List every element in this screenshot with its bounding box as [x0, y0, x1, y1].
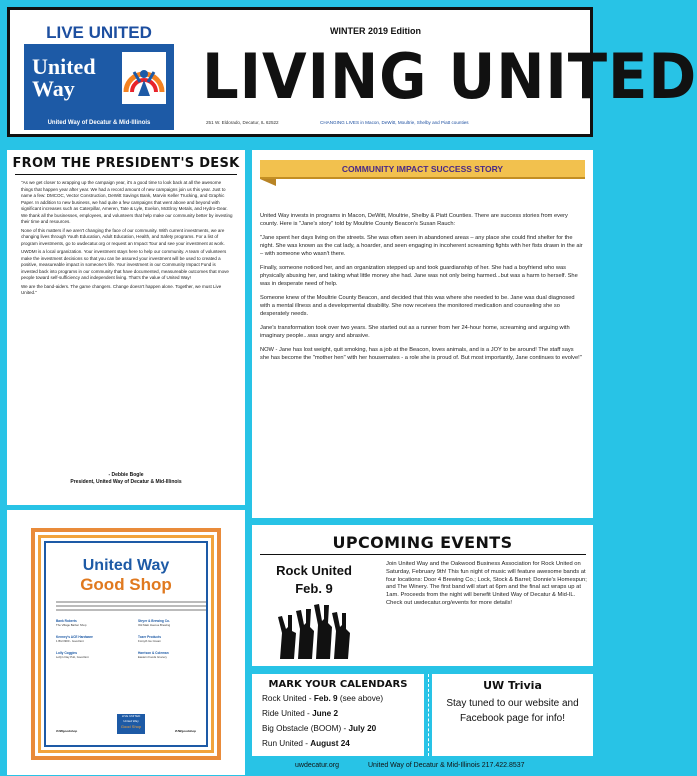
address-text: 251 W. Eldorado, Decatur, IL 62522 [206, 120, 279, 125]
rock-united-name: Rock United [276, 563, 352, 578]
hand-rainbow-icon [122, 52, 166, 104]
story-body [260, 212, 584, 368]
divider [15, 174, 237, 175]
edition-label: WINTER 2019 Edition [330, 26, 422, 36]
presidents-desk-panel [7, 150, 245, 505]
calendar-item: Rock United - Feb. 9 (see above) [262, 694, 384, 703]
footer-org-contact: United Way of Decatur & Mid-Illinois 217.422.8537 [368, 762, 525, 769]
rock-united-date: Feb. 9 [295, 581, 333, 596]
letter-paragraph: None of this matters if we aren't changing the face of our community. With current investments, we are changing lives through Youth Education, Adult Education, Health, and Safety programs. For a list of program investments, go to uwdecatur.org or request an Impact Tour and see your investment at work. [21, 227, 225, 246]
story-paragraph: Someone knew of the Moultrie County Beacon, and decided that this was where she needed to be. Jane was dual diagnosed with a mental illness and a developmental disability. She now receives the monitored medication and counseling she so desperately needs. [260, 295, 575, 317]
signature-name: - Debbie Bogle [108, 472, 144, 478]
header-tagline: CHANGING LIVES in Macon, DeWitt, Moultrie, Shelby and Piatt counties [320, 120, 469, 125]
letter-paragraph: We are the band-aiders. The game changers. Change doesn't happen alone. Together, we must Live United." [21, 283, 222, 295]
good-shop-title: United Way [82, 557, 170, 574]
story-paragraph: Jane's transformation took over two years. She started out as a runner from her 24-hour home, screaming and arguing with imaginary people...was angry and abrasive. [260, 325, 570, 339]
story-paragraph: United Way invests in programs in Macon, DeWitt, Moultrie, Shelby & Piatt Counties. There are success stories from every county. Here is "Jane's story" told by Moultrie County Beacon's Susan Rauch: [260, 213, 568, 227]
business-entry: Bank Roberts The Village Barber Shop [56, 619, 87, 627]
calendar-item: Ride United - June 2 [262, 709, 339, 718]
business-entry: Kenney's ACE Hardware 1 Bld 3900 - Good Ent [56, 635, 93, 643]
dashed-divider [428, 674, 429, 756]
trivia-title: UW Trivia [483, 679, 542, 692]
trivia-body: Stay tuned to our website and Facebook page for info! [446, 698, 579, 724]
presidents-desk-title: FROM THE PRESIDENT'S DESK [12, 156, 240, 171]
story-paragraph: NOW - Jane has lost weight, quit smoking, has a job at the Beacon, loves animals, and is a JOY to be around! The staff says she has become the "mother hen" with her housemates - a role she is proud of. But most importantly, Jane continues to evolve!" [260, 347, 582, 361]
signature-title: President, United Way of Decatur & Mid-Illinois [70, 479, 182, 485]
rock-united-description: Join United Way and the Oakwood Business Association for Rock United on Saturday, February 9th! This fun night of music will feature awesome bands at four locations: Door 4 Brewing Co.; Lock, Stock & Barrel; Donnie's Homespun; and The Winery. The first band will start at 6pm and the final act wraps up at 1am. Proceeds from the night will benefit United Way of Decatur & Mid-IL. Check out uwdecatur.org/events for more details! [386, 561, 587, 606]
footer-website-link[interactable]: uwdecatur.org [295, 762, 339, 769]
story-banner-title: COMMUNITY IMPACT SUCCESS STORY [341, 164, 504, 174]
hashtag-left: #UWgoodshop [56, 729, 78, 733]
business-entry: Stryer & Brewing Co. Old Main Avenue Brewing [138, 619, 171, 627]
business-entry: Lolly Coggins Lolly's Day Pub, Good Ent [56, 651, 89, 659]
banner-fold [260, 179, 276, 186]
united-way-logo [24, 22, 174, 130]
calendar-item: Run United - August 24 [262, 739, 350, 748]
story-paragraph: "Jane spent her days living on the streets. She was often seen in abandoned areas – any place she could find shelter for the night. She was known as the cat lady, a hoarder, and seen engaging in incoherent screaming fights with her fists drawn in the air – with someone who wasn't there. [260, 235, 583, 257]
community-story-panel [252, 150, 593, 518]
good-shop-panel [7, 510, 245, 775]
calendar-item: Big Obstacle (BOOM) - July 20 [262, 724, 377, 733]
divider [260, 554, 586, 555]
good-shop-businesses-left [56, 619, 120, 667]
good-shop-businesses-right [138, 619, 202, 667]
rock-hands-icon [274, 603, 356, 659]
trivia-panel [432, 674, 593, 756]
good-shop-flyer[interactable] [31, 528, 221, 760]
business-entry: Tozer Products Forsyth Ice Cream [138, 635, 162, 643]
good-shop-mini-logo: LIVE UNITED United Way Good Shop [116, 713, 146, 735]
business-entry: Harrison & Coleman Eastern Foods Grocery [138, 651, 169, 659]
events-title: UPCOMING EVENTS [332, 533, 513, 552]
letter-paragraph: "As we get closer to wrapping up the campaign year, it's a good time to look back at all the awesome things that happen year after year. We had a record amount of new campaigns join us this year. Just to name a few: DMCOC, Vector Construction, DeWitt Savings Bank, Marvin Keller Trucking, and Graphic Paper. In addition to new business, we had quite a few campaigns that went above and beyond with significant increases such as Caterpillar, Ameren, Tate & Lyle, Exelon, McElroy Metals, and Hydro-Gear. We thank all the businesses, employees, and volunteers that help make our community better by investing their time and resources. [21, 180, 233, 224]
good-shop-subtitle: Good Shop [80, 575, 172, 594]
calendar-panel [252, 674, 424, 756]
logo-united: United [32, 54, 96, 79]
upcoming-events-panel [252, 525, 593, 666]
signature [7, 472, 245, 486]
story-paragraph: Finally, someone noticed her, and an organization stepped up and took guardianship of her. She had a boyfriend who was physically abusing her, and taking what little money she had. Jane was not only being harmed...but was a harm to herself. She was in desperate need of help. [260, 265, 578, 287]
calendar-title: MARK YOUR CALENDARS [268, 679, 408, 690]
logo-live-united: LIVE UNITED [24, 22, 174, 44]
newsletter-title: LIVING UNITED [202, 40, 697, 113]
story-banner [260, 160, 585, 179]
presidents-letter [21, 180, 233, 299]
logo-wordmark [32, 56, 96, 100]
logo-way: Way [32, 76, 75, 101]
hashtag-right: #UWgoodshop [174, 729, 196, 733]
good-shop-description-lines [56, 599, 206, 613]
masthead-header [7, 7, 697, 137]
letter-paragraph: UWDMI is a local organization. Your investment stays here to help our community. A team of volunteers make the investment decisions so that you can be assured your investment will be used to created a positive, measureable impact in someone's life. Your investment in our Community Impact Fund is invested back into programs in our community that have documented, measureable outcomes that move people toward self-sufficiency and independent living. That's the value of United Way! [21, 249, 229, 280]
logo-tagline: United Way of Decatur & Mid-Illinois [47, 120, 151, 126]
